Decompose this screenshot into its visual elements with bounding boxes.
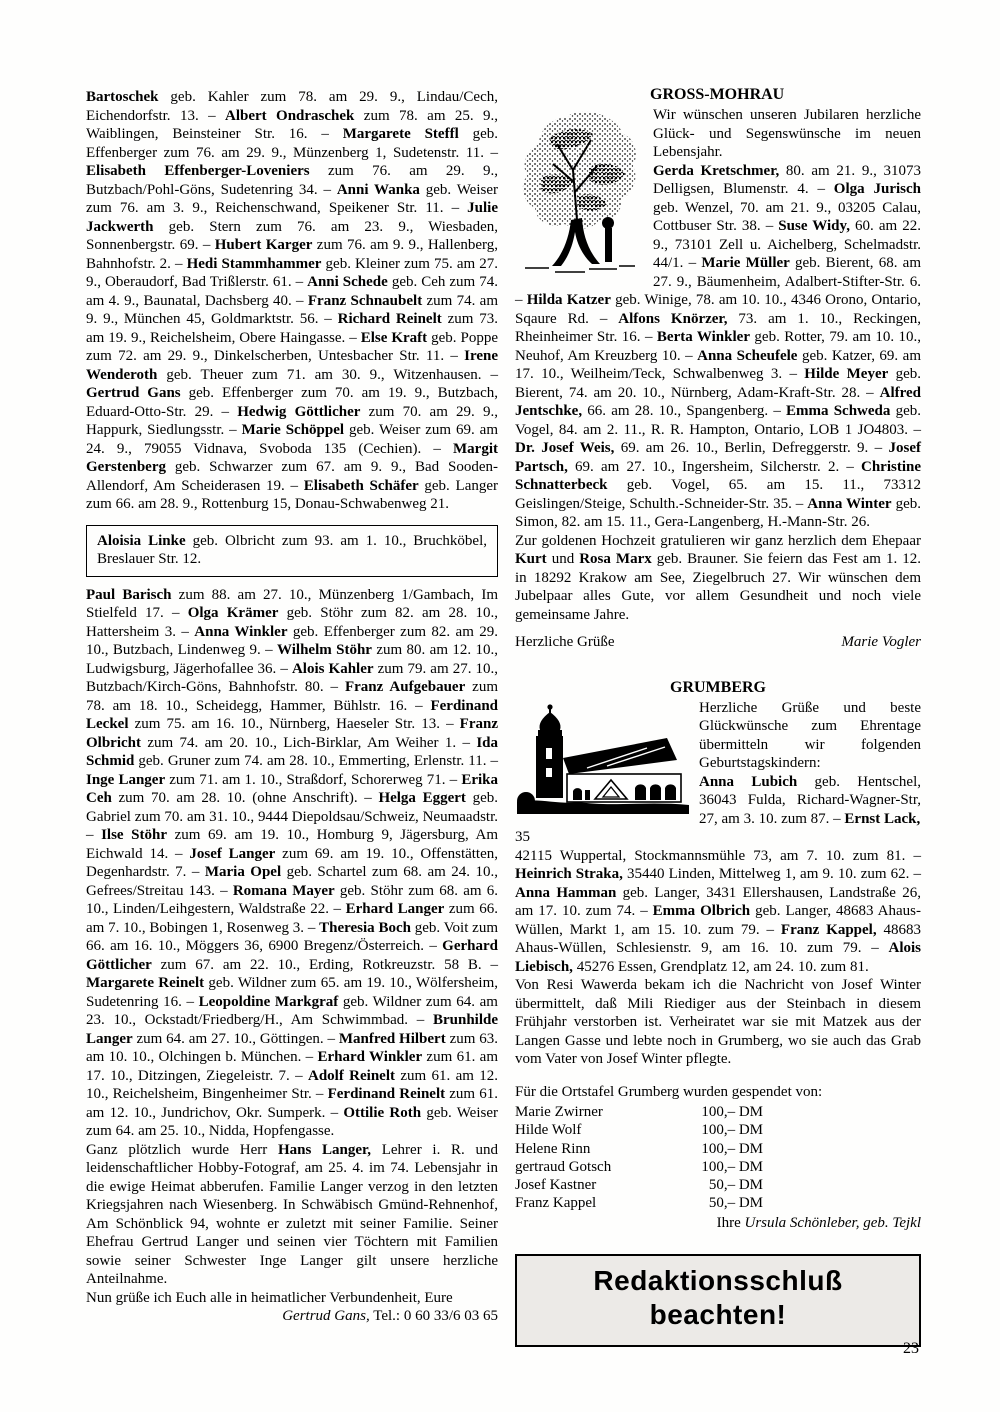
closing-line: Nun grüße ich Euch alle in heimatlicher Verbundenheit, Eure (86, 1289, 453, 1306)
donor-name: Marie Zwirner (515, 1104, 603, 1120)
tree-engraving-image (519, 108, 641, 276)
section-grumberg (515, 678, 921, 1348)
donation-amount: 100,– DM (701, 1158, 763, 1175)
donation-row (515, 1158, 763, 1176)
gross-mohrau-intro: Wir wünschen unseren Jubilaren herzliche Glück- und Segenswünsche im neuen Lebensjahr. (653, 107, 921, 160)
jubilee-paragraph-september: Bartoschek geb. Kahler zum 78. am 29. 9., Lindau/Cech, Eichendorfstr. 13. – Albert Ondraschek zum 78. am 25. 9., Waiblingen, Beinsteiner Str. 16. – Margarete Steffl geb. Effenberger zum 76. am 29. 9., Münzenberg 1, Sudetenstr. 11. – Elisabeth Effenberger-Loveniers zum 76. am 29. 9., Butzbach/Pohl-Göns, Sudetenring 34. – Anni Wanka geb. Weiser zum 76. am 3. 9., Reichenschwand, Speikener Str. 11. – Julie Jackwerth geb. Stern zum 76. am 23. 9., Wiesbaden, Sonnenbergstr. 69. – Hubert Karger zum 76. am 9. 9., Hallenberg, Bahnhofstr. 2. – Hedi Stammhammer geb. Kleiner zum 75. am 27. 9., Oberaudorf, Bad Trißlerstr. 61. – Anni Schede geb. Ceh zum 74. am 4. 9., Baunatal, Dachsberg 40. – Franz Schnaubelt zum 74. am 9. 9., München 45, Goldmarktstr. 56. – Richard Reinelt zum 73. am 19. 9., Reichelsheim, Obere Haingasse. – Else Kraft geb. Poppe zum 72. am 29. 9., Dinkelscherben, Untesbacher Str. 11. – Irene Wenderoth geb. Theuer zum 71. am 30. 9., Witzenhausen. – Gertrud Gans geb. Effenberger zum 70. am 19. 9., Butzbach, Eduard-Otto-Str. 29. – Hedwig Göttlicher zum 70. am 29. 9., Happurk, Siedlungsstr. – Marie Schöppel geb. Weiser zum 69. am 24. 9., 79055 Vidnava, Svoboda 135 (Cechien). – Margit Gerstenberg geb. Schwarzer zum 67. am 9. 9., Bad Sooden-Allendorf, Am Scheiderasen 19. – Elisabeth Schäfer geb. Langer zum 66. am 28. 9., Rottenburg 15, Donau-Schwabenweg 21. (86, 89, 499, 512)
grumberg-entries-continued: 42115 Wuppertal, Stockmannsmühle 73, am 7. 10. zum 81. – Heinrich Straka, 35440 Linden, Mittelweg 1, am 9. 10. zum 62. – Anna Hamman geb. Langer, 3431 Ellershausen, Landstraße 26, am 17. 10. zum 74. – Emma Olbrich geb. Langer, 48683 Ahaus-Wüllen, Markt 1, am 15. 10. zum 79. – Franz Kappel, 48683 Ahaus-Wüllen, Schlesienstr. 9, am 16. 10. zum 79. – Alois Liebisch, 45276 Essen, Grendplatz 12, am 24. 10. zum 81. (515, 847, 922, 975)
donor-name: Helene Rinn (515, 1140, 591, 1157)
section-gross-mohrau (515, 85, 921, 652)
greeting-text: Herzliche Grüße (515, 634, 615, 650)
donation-amount: 100,– DM (701, 1122, 763, 1139)
tree-icon (519, 108, 641, 276)
left-signature: Gertrud Gans, Tel.: 0 60 33/6 03 65 (282, 1308, 498, 1324)
boxed-note-text: Aloisia Linke geb. Olbricht zum 93. am 1. 10., Bruchköbel, Breslauer Str. 12. (97, 532, 488, 567)
obituary-paragraph: Ganz plötzlich wurde Herr Hans Langer, Lehrer i. R. und leidenschaftlicher Hobby-Fotograf, am 25. 4. im 74. Lebensjahr in die ewige Heimat abberufen. Familie Langer verzog in den letzten Kriegsjahren nach Wiesenberg. In Schwäbisch Gmünd-Rehnenhof, Am Schönblick 94, wohnte er zuletzt mit seiner Familie. Seiner Ehefrau Gertrud Langer und seinen vier Töchtern mit Familien sowie seiner Schwester Inge Langer gilt unsere herzliche Anteilnahme. (86, 1141, 498, 1287)
grumberg-entries: Anna Lubich geb. Hentschel, 36043 Fulda, Richard-Wagner-Str, 27, am 3. 10. zum 87. – Ernst Lack, (699, 773, 921, 827)
donor-name: Franz Kappel (515, 1195, 597, 1212)
right-column (515, 85, 921, 1347)
donation-list (515, 1083, 921, 1233)
grumberg-news-paragraph: Von Resi Wawerda bekam ich die Nachricht von Josef Winter übermittelt, daß Mili Riediger aus der Steinbach in diesem Frühjahr verstorben ist. Verheiratet war sie mit Matzek aus der Langen Gasse und lebte noch in Grumberg, wo sie auch das Grab vom Vater von Josef Winter pflegte. (515, 977, 921, 1067)
notice-line-2: beachten! (649, 1299, 787, 1331)
section-title-grumberg: GRUMBERG (670, 678, 766, 696)
donation-amount: 50,– DM (708, 1177, 763, 1194)
left-column (86, 88, 498, 1326)
boxed-note (86, 525, 498, 577)
donor-name: Hilde Wolf (515, 1122, 582, 1139)
donation-row (515, 1103, 763, 1121)
editorial-deadline-notice (515, 1254, 921, 1347)
donation-row (515, 1121, 763, 1139)
donation-amount: 50,– DM (708, 1195, 763, 1212)
grumberg-intro: Herzliche Grüße und beste Glückwünsche zum Ehrentage übermitteln wir folgenden Geburtstagskindern: (699, 699, 921, 771)
gross-mohrau-signoff (515, 633, 921, 652)
church-engraving-image (517, 702, 689, 818)
donation-amount: 100,– DM (701, 1140, 763, 1157)
section-title-gross-mohrau: GROSS-MOHRAU (650, 86, 785, 103)
page-number: 23 (903, 1340, 919, 1357)
grumberg-overflow-line: 35 (515, 829, 530, 845)
notice-line-1: Redaktionsschluß (593, 1265, 843, 1297)
jubilee-paragraph-october: Paul Barisch zum 88. am 27. 10., Münzenberg 1/Gambach, Im Stielfeld 17. – Olga Krämer geb. Stöhr zum 82. am 28. 10., Hattersheim 3. – Anna Winkler geb. Effenberger zum 82. am 29. 10., Butzbach, Lindenweg 9. – Wilhelm Stöhr zum 80. am 12. 10., Ludwigsburg, Jägerhofallee 36. – Alois Kahler zum 79. am 27. 10., Butzbach/Kirch-Göns, Bahnhofstr. 80. – Franz Aufgebauer zum 78. am 18. 10., Scheidegg, Hammer, Bühlstr. 16. – Ferdinand Leckel zum 75. am 16. 10., Nürnberg, Haeseler Str. 13. – Franz Olbricht zum 74. am 20. 10., Lich-Birklar, Am Weiher 1. – Ida Schmid geb. Gruner zum 74. am 28. 10., Emmerting, Erlenstr. 11. – Inge Langer zum 71. am 1. 10., Straßdorf, Schorerweg 71. – Erika Ceh zum 70. am 28. 10. (ohne Anschrift). – Helga Eggert geb. Gabriel zum 70. am 31. 10., 9444 Diepoldsau/Schweiz, Neumaadstr. – Ilse Stöhr zum 69. am 19. 10., Homburg 9, Jägersburg, Am Eichwald 14. – Josef Langer zum 69. am 19. 10., Offenstätten, Degenhardstr. 7. – Maria Opel geb. Schartel zum 68. am 24. 10., Gefrees/Streitau 143. – Romana Mayer geb. Stöhr zum 68. am 6. 10., Linden/Leihgestern, Waldstraße 22. – Erhard Langer zum 66. am 7. 10., Bobingen 1, Rosenweg 3. – Theresia Boch geb. Voit zum 66. am 16. 10., Möggers 36, 6900 Bregenz/Österreich. – Gerhard Göttlicher zum 67. am 22. 10., Erding, Rotkreuzstr. 58 B. – Margarete Reinelt geb. Wildner zum 65. am 19. 10., Wölfersheim, Sudetenring 16. – Leopoldine Markgraf geb. Wildner zum 64. am 23. 10., Ockstadt/Friedberg/H., Am Schwimmbad. – Brunhilde Langer zum 64. am 27. 10., Göttingen. – Manfred Hilbert zum 63. am 10. 10., Olchingen b. München. – Erhard Winkler zum 61. am 17. 10., Ditzingen, Ziegeleistr. 7. – Adolf Reinelt zum 61. am 12. 10., Reichelsheim, Bingenheimer Str. – Ferdinand Reinelt zum 61. am 12. 10., Jundrichov, Okr. Sumperk. – Ottilie Roth geb. Weiser zum 64. am 25. 10., Nidda, Hopfengasse. (86, 586, 499, 1139)
grumberg-signature: Ihre Ursula Schönleber, geb. Tejkl (716, 1214, 921, 1231)
donation-amount: 100,– DM (701, 1104, 763, 1120)
donation-row (515, 1194, 763, 1212)
church-icon (517, 702, 689, 818)
donation-heading: Für die Ortstafel Grumberg wurden gespendet von: (515, 1083, 823, 1100)
donation-row (515, 1140, 763, 1158)
gross-mohrau-entries: Gerda Kretschmer, 80. am 21. 9., 31073 Delligsen, Blumenstr. 4. – Olga Jurisch geb. Wenzel, 70. am 21. 9., 03205 Calau, Cottbuser Str. 38. – Suse Widy, 60. am 22. 9., 73101 Zell u. Aichelberg, Schelmadstr. 44/1. – Marie Müller geb. Bierent, 68. am 27. 9., Bäumenheim, Adalbert-Stifter-Str. 6. – Hilda Katzer geb. Winige, 78. am 10. 10., 4346 Orono, Ontario, Sqaure Rd. – Alfons Knörzer, 73. am 1. 10., Reckingen, Rheinheimer Str. 16. – Berta Winkler geb. Rotter, 79. am 10. 10., Neuhof, Am Kreuzberg 10. – Anna Scheufele geb. Katzer, 69. am 17. 10., Weilheim/Teck, Schwalbenweg 3. – Hilde Meyer geb. Bierent, 74. am 20. 10., Nürnberg, Adam-Kraft-Str. 28. – Alfred Jentschke, 66. am 28. 10., Spangenberg. – Emma Schweda geb. Vogel, 84. am 2. 11., R. R. Hampton, Ontario, LOB 1 JO4803. – Dr. Josef Weis, 69. am 26. 10., Berlin, Defreggerstr. 9. – Josef Partsch, 69. am 27. 10., Ingersheim, Silcherstr. 2. – Christine Schnatterbeck geb. Vogel, 65. am 15. 11., 73312 Geislingen/Steige, Schulth.-Schneider-Str. 35. – Anna Winter geb. Simon, 82. am 15. 11., Gera-Langenberg, H.-Mann-Str. 26. (515, 162, 922, 530)
donor-name: Josef Kastner (515, 1177, 597, 1194)
golden-wedding-paragraph: Zur goldenen Hochzeit gratulieren wir ganz herzlich dem Ehepaar Kurt und Rosa Marx geb. Brauner. Sie feiern das Fest am 1. 12. in 18292 Krakow am See, Ziegelbruch 27. Wir wünschen dem Jubelpaar alles Gute, vor allem Gesundheit und noch viele gemeinsame Jahre. (515, 532, 922, 623)
donor-name: gertraud Gotsch (515, 1158, 612, 1175)
author-marie-vogler: Marie Vogler (841, 634, 921, 650)
donation-row (515, 1176, 763, 1194)
